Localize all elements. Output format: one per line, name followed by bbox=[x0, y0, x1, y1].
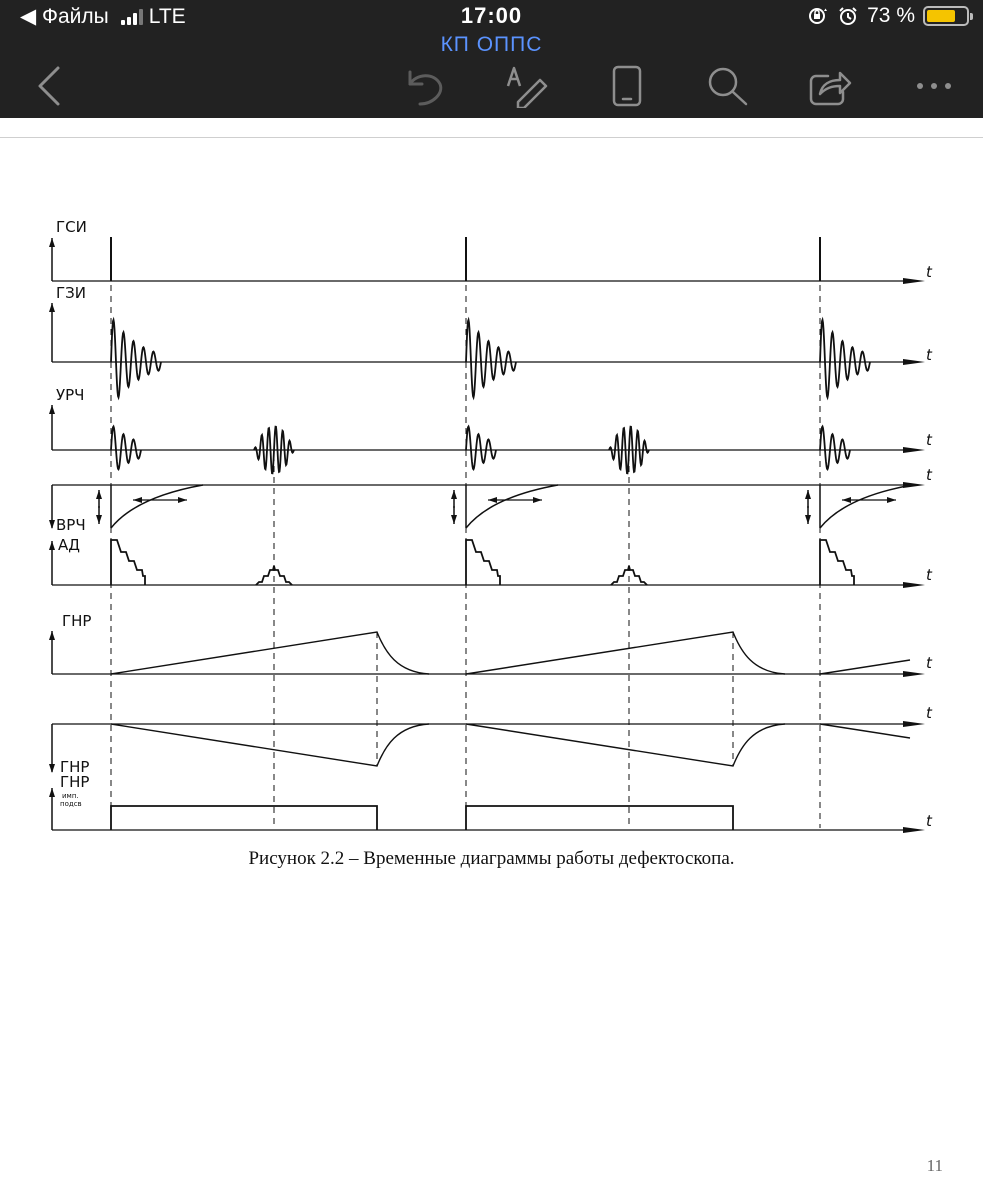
orientation-lock-icon bbox=[807, 6, 829, 26]
battery-icon bbox=[923, 6, 969, 26]
markup-button[interactable] bbox=[502, 62, 550, 110]
device-button[interactable] bbox=[603, 62, 651, 110]
gnr2-ramp-2 bbox=[820, 724, 910, 738]
vrch-curve-2 bbox=[820, 485, 912, 528]
gnr3-gate-1 bbox=[466, 806, 733, 830]
toolbar-divider bbox=[0, 137, 983, 138]
gzi-burst-0 bbox=[111, 320, 161, 398]
back-button[interactable] bbox=[24, 62, 72, 110]
gnr1-t-label: t bbox=[926, 654, 932, 672]
battery-percent: 73 % bbox=[867, 4, 915, 27]
undo-icon bbox=[400, 64, 448, 108]
vrch-width-arrow-left-2 bbox=[842, 497, 851, 503]
status-right bbox=[807, 4, 969, 28]
clock: 17:00 bbox=[460, 3, 523, 28]
gnr1-axis-arrow bbox=[903, 671, 925, 677]
alarm-icon bbox=[837, 6, 859, 26]
battery-fill bbox=[927, 10, 955, 22]
gnr1-ramp-2 bbox=[820, 660, 910, 674]
vrch-width-arrow-left-0 bbox=[133, 497, 142, 503]
vrch-label: ВРЧ bbox=[56, 516, 86, 534]
markup-pen-icon bbox=[502, 64, 550, 108]
urch-echo-1 bbox=[609, 427, 649, 474]
gsi-t-label: t bbox=[926, 263, 932, 281]
gsi-y-arrow-head bbox=[49, 238, 55, 247]
toolbar bbox=[0, 56, 983, 116]
ad-axis-arrow bbox=[903, 582, 925, 588]
search-icon bbox=[704, 64, 752, 108]
more-icon bbox=[910, 76, 958, 96]
gnr1-y-arrow-head bbox=[49, 631, 55, 640]
gzi-burst-1 bbox=[466, 320, 516, 398]
gzi-axis-arrow bbox=[903, 359, 925, 365]
undo-button[interactable] bbox=[400, 62, 448, 110]
vrch-height-up-0-head bbox=[96, 490, 102, 499]
gnr3-sublabel-1: имп. bbox=[62, 792, 79, 800]
ad-echo-envelope-1 bbox=[611, 566, 647, 585]
gnr2-label: ГНР bbox=[60, 758, 90, 776]
share-icon bbox=[806, 64, 854, 108]
vrch-width-arrow-right-1 bbox=[533, 497, 542, 503]
gnr2-t-label: t bbox=[926, 704, 932, 722]
gzi-y-arrow-head bbox=[49, 303, 55, 312]
urch-burst-1 bbox=[466, 427, 496, 470]
urch-echo-0 bbox=[254, 427, 294, 474]
gnr3-y-arrow-head bbox=[49, 788, 55, 797]
gnr2-ramp-0 bbox=[111, 724, 429, 766]
urch-burst-0 bbox=[111, 427, 141, 470]
gnr3-gate-0 bbox=[111, 806, 377, 830]
figure-caption: Рисунок 2.2 – Временные диаграммы работы дефектоскопа. bbox=[248, 848, 735, 869]
urch-y-arrow-head bbox=[49, 405, 55, 414]
vrch-t-label: t bbox=[926, 466, 932, 484]
gnr1-ramp-0 bbox=[111, 632, 429, 674]
ad-envelope-2 bbox=[820, 540, 854, 585]
back-chevron-icon bbox=[28, 64, 68, 108]
page-number: 11 bbox=[926, 1156, 943, 1175]
gnr2-ramp-1 bbox=[466, 724, 785, 766]
ad-envelope-0 bbox=[111, 540, 145, 585]
vrch-height-up-1-head bbox=[451, 490, 457, 499]
share-button[interactable] bbox=[806, 62, 854, 110]
gnr2-axis-arrow bbox=[903, 721, 925, 727]
gnr3-sublabel-2: подсв bbox=[60, 800, 82, 808]
more-button[interactable] bbox=[910, 62, 958, 110]
search-button[interactable] bbox=[704, 62, 752, 110]
vrch-height-up-2-head bbox=[805, 490, 811, 499]
urch-t-label: t bbox=[926, 431, 932, 449]
vrch-height-down-0-head bbox=[96, 515, 102, 524]
gnr3-t-label: t bbox=[926, 812, 932, 830]
back-to-app-link[interactable]: ◀ Файлы bbox=[20, 5, 109, 28]
vrch-width-arrow-right-0 bbox=[178, 497, 187, 503]
document-title: КП ОППС bbox=[440, 33, 543, 56]
status-bar bbox=[0, 0, 983, 34]
gnr3-label: ГНР bbox=[60, 773, 90, 791]
urch-burst-2 bbox=[820, 427, 850, 470]
gnr1-ramp-1 bbox=[466, 632, 785, 674]
vrch-axis-arrow bbox=[903, 482, 925, 488]
ad-y-arrow-head bbox=[49, 541, 55, 550]
gnr1-label: ГНР bbox=[62, 612, 92, 630]
top-bar bbox=[0, 0, 983, 118]
vrch-height-down-1-head bbox=[451, 515, 457, 524]
vrch-curve-0 bbox=[111, 485, 203, 528]
gnr3-axis-arrow bbox=[903, 827, 925, 833]
ad-envelope-1 bbox=[466, 540, 500, 585]
gsi-axis-arrow bbox=[903, 278, 925, 284]
device-icon bbox=[607, 63, 647, 109]
gzi-burst-2 bbox=[820, 320, 870, 398]
vrch-curve-1 bbox=[466, 485, 558, 528]
vrch-width-arrow-right-2 bbox=[887, 497, 896, 503]
ad-label: АД bbox=[58, 536, 80, 554]
ad-echo-envelope-0 bbox=[256, 566, 292, 585]
gzi-t-label: t bbox=[926, 346, 932, 364]
vrch-y-arrow-head bbox=[49, 520, 55, 529]
network-type: LTE bbox=[148, 4, 186, 28]
urch-axis-arrow bbox=[903, 447, 925, 453]
gzi-label: ГЗИ bbox=[56, 284, 86, 302]
vrch-height-down-2-head bbox=[805, 515, 811, 524]
timing-diagram bbox=[0, 150, 983, 850]
vrch-width-arrow-left-1 bbox=[488, 497, 497, 503]
urch-label: УРЧ bbox=[56, 386, 85, 404]
gsi-label: ГСИ bbox=[56, 218, 87, 236]
gnr2-y-arrow-head bbox=[49, 764, 55, 773]
ad-t-label: t bbox=[926, 566, 932, 584]
